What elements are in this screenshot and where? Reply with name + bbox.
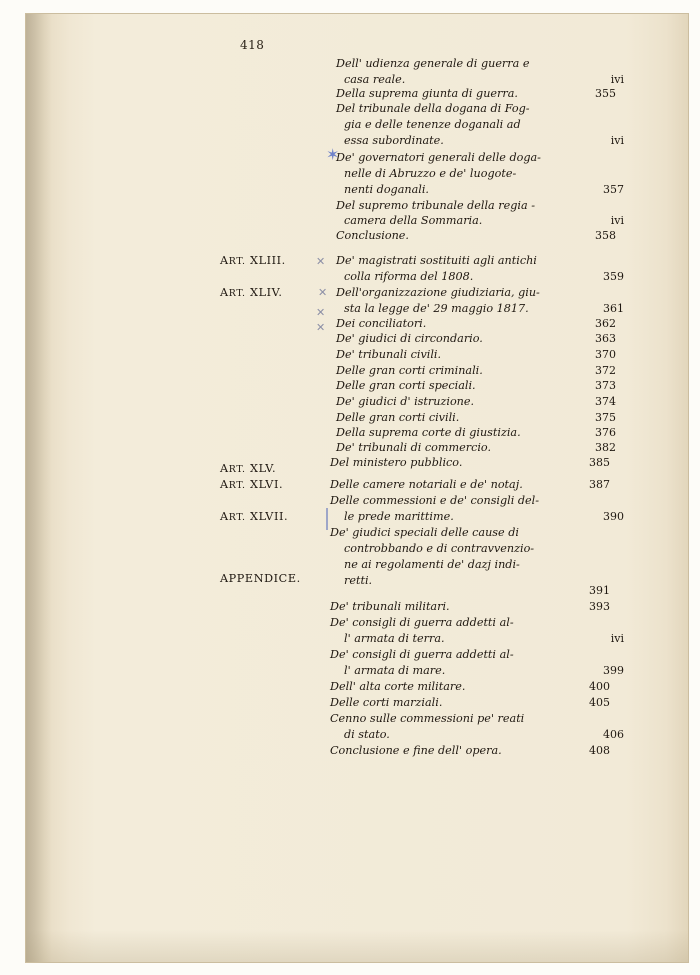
toc-entry: Dell' alta corte militare. 400 xyxy=(330,680,610,693)
toc-entry: De' giudici speciali delle cause di xyxy=(330,526,519,539)
toc-entry: De' tribunali militari. 393 xyxy=(330,600,610,613)
article-label: ART. XLIII. xyxy=(220,254,286,267)
x-mark-icon: ✕ xyxy=(318,286,328,299)
toc-entry: camera della Sommaria. ivi xyxy=(344,214,624,227)
toc-entry: Delle corti marziali. 405 xyxy=(330,696,610,709)
toc-entry: De' tribunali civili. 370 xyxy=(336,348,616,361)
toc-entry: De' consigli di guerra addetti al- xyxy=(330,616,514,629)
toc-entry: casa reale. ivi xyxy=(344,73,624,86)
toc-entry: Della suprema giunta di guerra. 355 xyxy=(336,87,616,100)
appendix-label: APPENDICE. xyxy=(220,572,301,585)
toc-entry: l' armata di terra. ivi xyxy=(344,632,624,645)
toc-entry: di stato. 406 xyxy=(344,728,624,741)
toc-entry: Delle gran corti speciali. 373 xyxy=(336,379,616,392)
blue-star-mark-icon: ✶ xyxy=(326,145,340,164)
toc-entry: Delle gran corti civili. 375 xyxy=(336,411,616,424)
toc-entry: 391 xyxy=(589,584,610,597)
toc-entry: Della suprema corte di giustizia. 376 xyxy=(336,426,616,439)
toc-entry: nenti doganali. 357 xyxy=(344,183,624,196)
toc-entry: Delle gran corti criminali. 372 xyxy=(336,364,616,377)
toc-entry: Delle commessioni e de' consigli del- xyxy=(330,494,540,507)
x-mark-icon: ✕ xyxy=(316,306,326,319)
toc-entry: Dell'organizzazione giudiziaria, giu- xyxy=(336,286,540,299)
toc-entry: Del tribunale della dogana di Fog- xyxy=(336,102,530,115)
toc-entry: ne ai regolamenti de' dazj indi- xyxy=(344,558,520,571)
toc-entry: retti. xyxy=(344,574,373,587)
toc-entry: l' armata di mare. 399 xyxy=(344,664,624,677)
toc-entry: Dei conciliatori. 362 xyxy=(336,317,616,330)
toc-entry: Cenno sulle commessioni pe' reati xyxy=(330,712,525,725)
toc-entry: De' governatori generali delle doga- xyxy=(336,151,541,164)
article-label: ART. XLVII. xyxy=(220,510,289,523)
page-number: 418 xyxy=(240,38,265,52)
toc-entry: De' consigli di guerra addetti al- xyxy=(330,648,514,661)
article-label: ART. XLVI. xyxy=(220,478,284,491)
toc-entry: Del supremo tribunale della regia - xyxy=(336,199,535,212)
toc-entry: De' tribunali di commercio. 382 xyxy=(336,441,616,454)
toc-entry: De' magistrati sostituiti agli antichi xyxy=(336,254,537,267)
toc-entry: Dell' udienza generale di guerra e xyxy=(336,57,530,70)
x-mark-icon: ✕ xyxy=(316,255,326,268)
toc-entry: essa subordinate. ivi xyxy=(344,134,624,147)
toc-entry: colla riforma del 1808. 359 xyxy=(344,270,624,283)
toc-entry: De' giudici d' istruzione. 374 xyxy=(336,395,616,408)
toc-entry: controbbando e di contravvenzio- xyxy=(344,542,535,555)
toc-entry: Delle camere notariali e de' notaj. 387 xyxy=(330,478,610,491)
toc-entry: De' giudici di circondario. 363 xyxy=(336,332,616,345)
toc-entry: Del ministero pubblico. 385 xyxy=(330,456,610,469)
toc-entry: Conclusione. 358 xyxy=(336,229,616,242)
toc-entry: sta la legge de' 29 maggio 1817. 361 xyxy=(344,302,624,315)
toc-entry: Conclusione e fine dell' opera. 408 xyxy=(330,744,610,757)
x-mark-icon: ✕ xyxy=(316,321,326,334)
article-label: ART. XLV. xyxy=(220,462,277,475)
toc-entry: gia e delle tenenze doganali ad xyxy=(344,118,521,131)
pencil-bar-mark xyxy=(326,508,328,530)
toc-entry: nelle di Abruzzo e de' luogote- xyxy=(344,167,517,180)
article-label: ART. XLIV. xyxy=(220,286,283,299)
toc-entry: le prede marittime. 390 xyxy=(344,510,624,523)
